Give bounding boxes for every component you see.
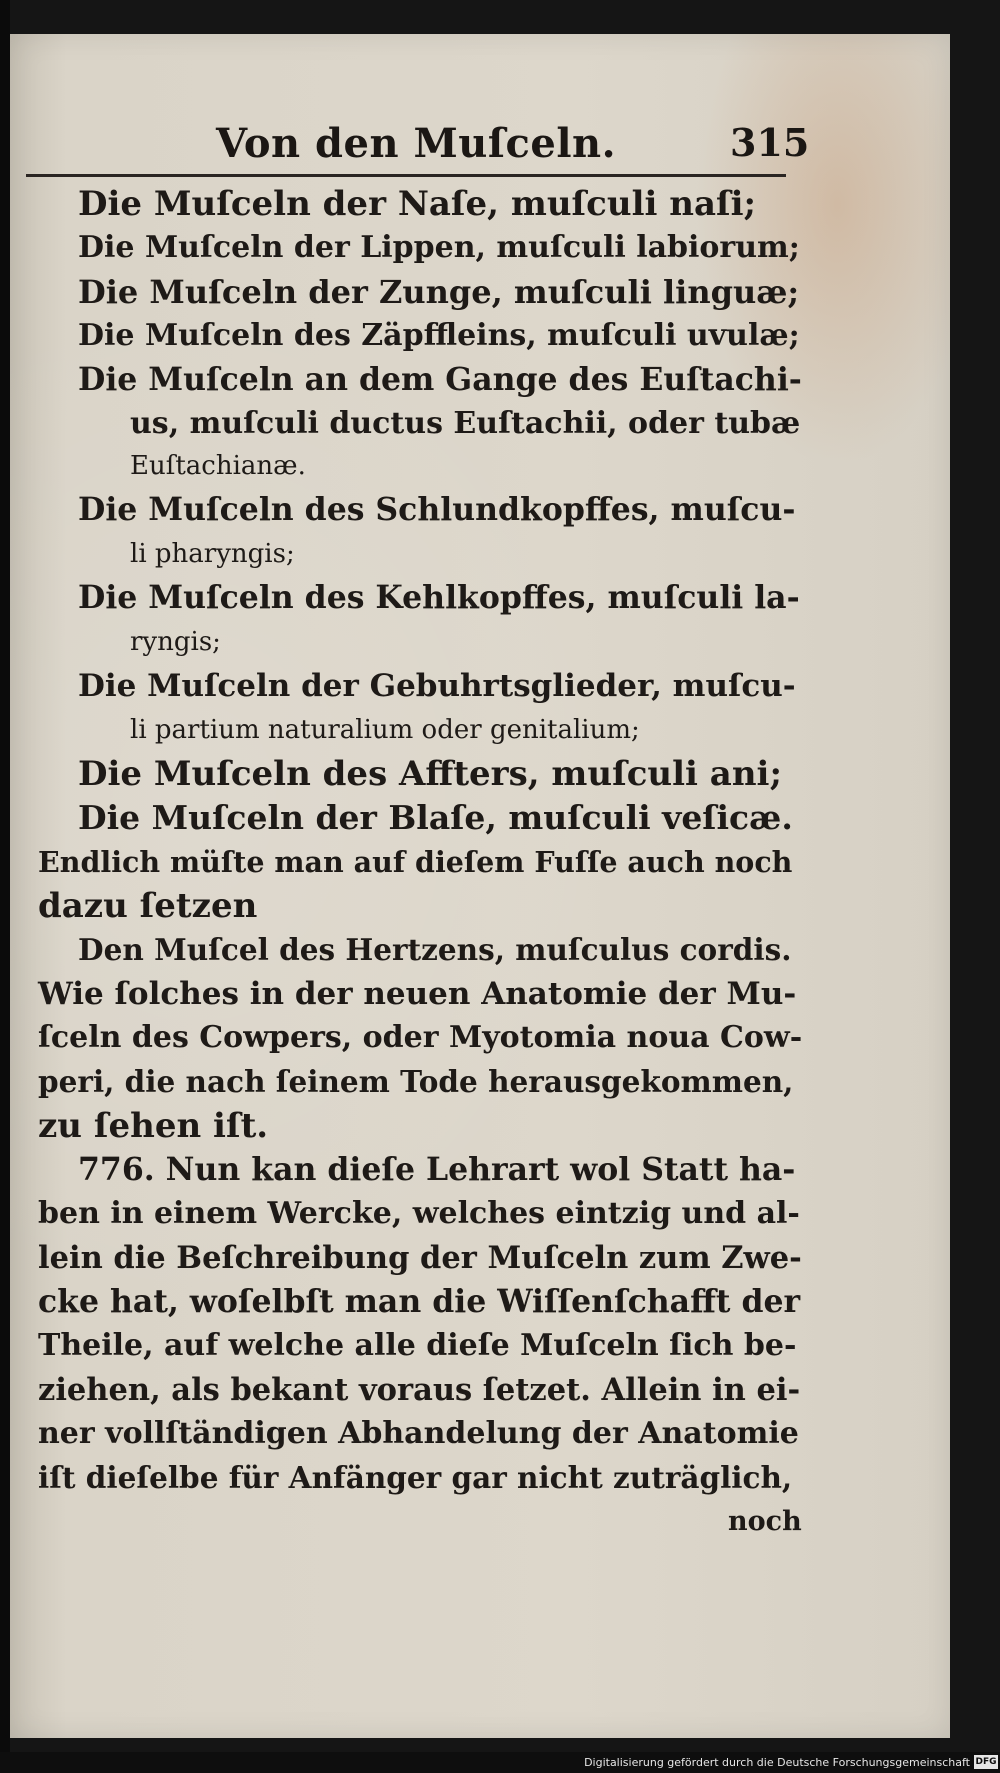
text-line: Die Muſceln des Kehlkopffes, muſculi la-: [78, 579, 800, 616]
text-line: Wie ſolches in der neuen Anatomie der Mu-: [38, 976, 797, 1012]
text-line: zu ſehen iſt.: [38, 1106, 269, 1146]
text-line: lein die Beſchreibung der Muſceln zum Zwe-: [38, 1240, 802, 1276]
text-line: dazu ſetzen: [38, 886, 258, 926]
text-line: Die Muſceln an dem Gange des Euſtachi-: [78, 361, 802, 398]
text-line: Euſtachianæ.: [130, 451, 306, 481]
text-line: Endlich müſte man auf dieſem Fuſſe auch noch: [38, 845, 793, 879]
text-line: Die Muſceln des Affters, muſculi ani;: [78, 754, 783, 794]
text-line: Die Muſceln des Schlundkopffes, muſcu-: [78, 491, 796, 528]
text-line: ner vollſtändigen Abhandelung der Anatomie: [38, 1416, 799, 1451]
book-page: [10, 34, 950, 1738]
text-line: Den Muſcel des Hertzens, muſculus cordis.: [78, 932, 792, 967]
running-head: Von den Muſceln.: [216, 120, 617, 167]
text-line: ben in einem Wercke, welches eintzig und al-: [38, 1196, 800, 1231]
page-number: 315: [730, 120, 810, 165]
text-line: Theile, auf welche alle dieſe Muſceln ſich be-: [38, 1328, 797, 1363]
text-line: Die Muſceln des Zäpffleins, muſculi uvulæ;: [78, 318, 800, 353]
text-line: ziehen, als bekant voraus ſetzet. Allein in ei-: [38, 1372, 801, 1408]
digitization-credit: Digitalisierung gefördert durch die Deutsche Forschungsgemeinschaft: [584, 1756, 970, 1769]
text-line: iſt dieſelbe für Anfänger gar nicht zuträglich,: [38, 1460, 793, 1495]
page-header: [10, 34, 950, 174]
footer-bar: [0, 1752, 1000, 1773]
text-line: ſceln des Cowpers, oder Myotomia noua Cow-: [38, 1020, 803, 1055]
text-line: Die Muſceln der Lippen, muſculi labiorum;: [78, 230, 800, 265]
header-rule: [26, 174, 786, 177]
text-line: Die Muſceln der Naſe, muſculi naſi;: [78, 184, 757, 224]
catchword: noch: [728, 1506, 802, 1537]
text-line: cke hat, woſelbſt man die Wiſſenſchafft der: [38, 1283, 801, 1320]
text-line: us, muſculi ductus Euſtachii, oder tubæ: [130, 406, 801, 441]
text-line: 776. Nun kan dieſe Lehrart wol Statt ha-: [78, 1151, 796, 1188]
scan-edge: [0, 0, 10, 1773]
text-line: peri, die nach ſeinem Tode herausgekommen,: [38, 1064, 794, 1099]
text-line: li partium naturalium oder genitalium;: [130, 715, 640, 745]
dfg-logo: DFG: [975, 1757, 997, 1767]
text-line: Die Muſceln der Gebuhrtsglieder, muſcu-: [78, 668, 796, 704]
text-line: Die Muſceln der Zunge, muſculi linguæ;: [78, 273, 800, 311]
text-line: ryngis;: [130, 627, 221, 657]
text-line: Die Muſceln der Blaſe, muſculi veſicæ.: [78, 798, 793, 837]
text-line: li pharyngis;: [130, 539, 295, 569]
